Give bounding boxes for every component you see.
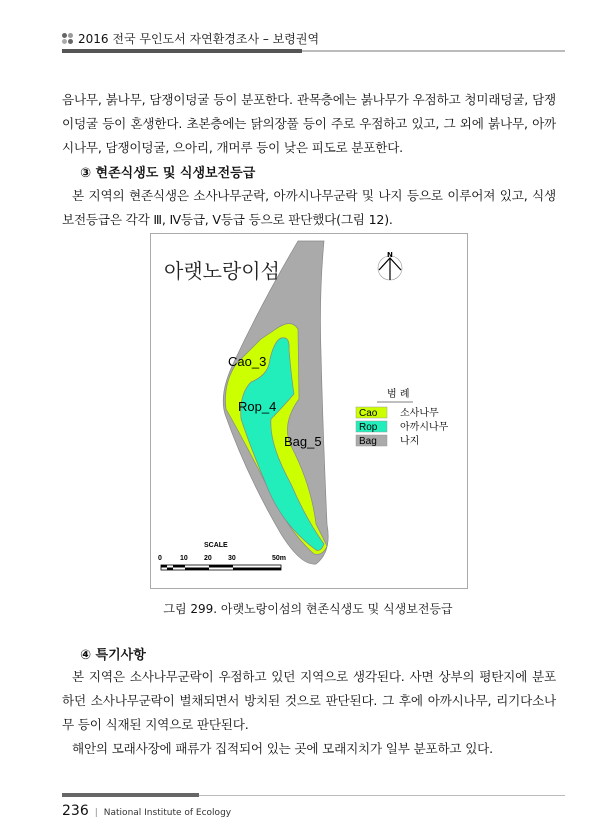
map-title: 아랫노랑이섬 [164, 259, 280, 283]
page-number: 236 [62, 803, 89, 819]
paragraph-4: 해안의 모래사장에 패류가 집적되어 있는 곳에 모래지치가 일부 분포하고 있다. [72, 741, 493, 756]
heading-3: ③ 현존식생도 및 식생보전등급 [80, 166, 256, 181]
legend-bag [356, 434, 419, 447]
label-bag: Bag_5 [284, 434, 322, 449]
paragraph-1: 음나무, 붉나무, 담쟁이덩굴 등이 분포한다. 관목층에는 붉나무가 우점하고 청미래덩굴, 담쟁이덩굴 등이 혼생한다. 초본층에는 닭의장풀 등이 주로 우점하고 있고, 그 외에 붉나무, 아까시나무, 담쟁이덩굴, 으아리, 개머루 등이 낮은 피도로 분포한다. [62, 92, 556, 155]
svg-text:아까시나무: 아까시나무 [400, 422, 449, 433]
header-rule [62, 50, 565, 52]
running-header [62, 30, 319, 47]
header-title: 2016 전국 무인도서 자연환경조사 – 보령권역 [78, 32, 320, 46]
svg-text:30: 30 [228, 555, 236, 562]
svg-text:Bag: Bag [359, 436, 377, 447]
legend-rop [356, 420, 449, 433]
header-dots-icon [62, 33, 73, 44]
svg-text:SCALE: SCALE [204, 542, 228, 549]
svg-text:Rop: Rop [359, 422, 378, 433]
north-arrow-icon [378, 251, 402, 280]
svg-text:0: 0 [158, 555, 162, 562]
svg-text:나지: 나지 [400, 436, 420, 447]
vegetation-map [150, 233, 468, 589]
footer-org: National Institute of Ecology [103, 808, 232, 818]
legend-cao [356, 406, 439, 419]
svg-text:50m: 50m [272, 555, 287, 562]
svg-text:소사나무: 소사나무 [400, 408, 439, 419]
scale-bar [158, 542, 286, 570]
paragraph-3: 본 지역은 소사나무군락이 우점하고 있던 지역으로 생각된다. 사면 상부의 평탄지에 분포하던 소사나무군락이 벌채되면서 방치된 것으로 판단된다. 그 후에 아까시나무, 리기다소나무 등이 식재된 지역으로 판단된다. [62, 669, 556, 732]
footer-rule [62, 795, 565, 796]
svg-text:N: N [387, 251, 393, 259]
svg-text:Cao: Cao [359, 408, 378, 419]
footer: 236 | National Institute of Ecology [62, 803, 232, 819]
label-cao: Cao_3 [228, 354, 267, 369]
svg-text:20: 20 [204, 555, 212, 562]
paragraph-2: 본 지역의 현존식생은 소사나무군락, 아까시나무군락 및 나지 등으로 이루어져 있고, 식생보전등급은 각각 Ⅲ, Ⅳ등급, Ⅴ등급 등으로 판단했다(그림 12). [62, 188, 556, 227]
svg-text:10: 10 [180, 555, 188, 562]
legend-title: 범 례 [387, 389, 410, 400]
figure-caption: 그림 299. 아랫노랑이섬의 현존식생도 및 식생보전등급 [163, 602, 453, 616]
label-rop: Rop_4 [238, 399, 277, 414]
heading-4: ④ 특기사항 [80, 648, 146, 663]
